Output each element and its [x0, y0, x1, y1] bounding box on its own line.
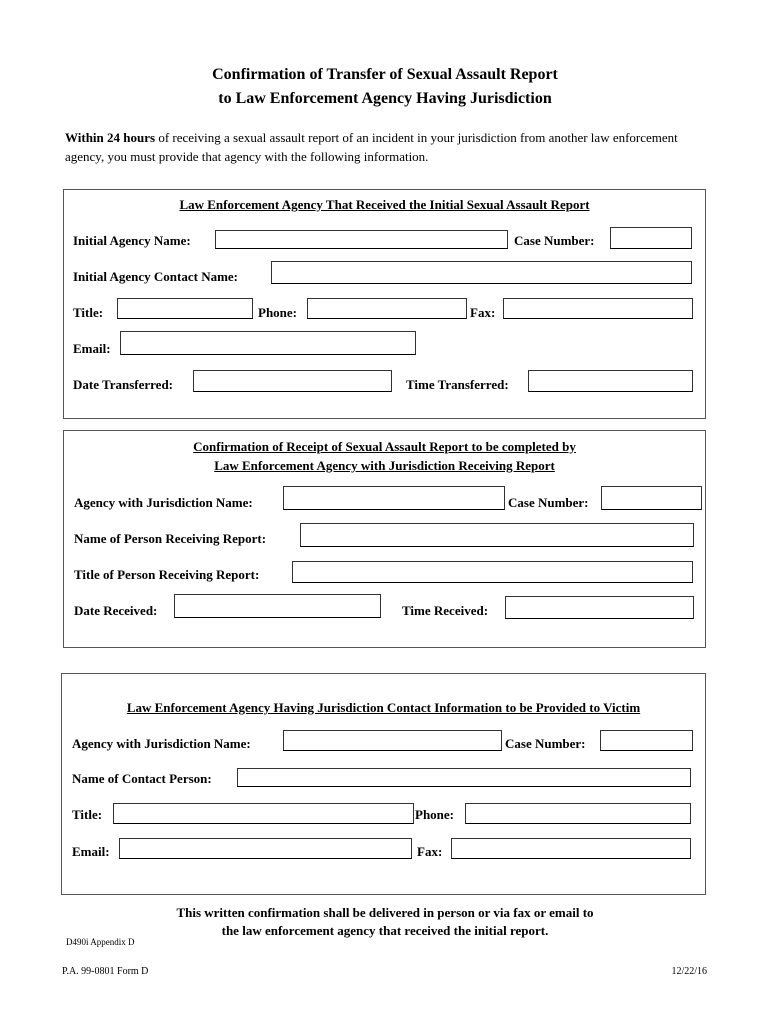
victim-contact-section	[61, 673, 706, 895]
victim-case-number-field[interactable]	[600, 730, 693, 751]
page-title-line1: Confirmation of Transfer of Sexual Assault Report	[212, 66, 558, 83]
victim-agency-name-field[interactable]	[283, 730, 502, 751]
victim-phone-field[interactable]	[465, 803, 691, 824]
case-number-label: Case Number:	[514, 233, 595, 248]
initial-agency-section	[63, 189, 706, 419]
title-field[interactable]	[117, 298, 253, 319]
victim-fax-label: Fax:	[417, 844, 443, 859]
person-receiving-title-field[interactable]	[292, 561, 693, 583]
receipt-case-number-label: Case Number:	[508, 495, 589, 510]
section3-title: Law Enforcement Agency Having Jurisdiction Contact Information to be Provided to Victim	[126, 700, 641, 715]
title-label: Title:	[73, 305, 104, 320]
date-received-label: Date Received:	[74, 603, 158, 618]
email-field[interactable]	[120, 331, 416, 355]
victim-email-field[interactable]	[119, 838, 412, 859]
closing-line2: the law enforcement agency that received the initial report.	[221, 923, 549, 938]
victim-phone-label: Phone:	[415, 807, 454, 822]
victim-case-number-label: Case Number:	[505, 736, 586, 751]
person-receiving-title-label: Title of Person Receiving Report:	[74, 567, 260, 582]
person-receiving-name-field[interactable]	[300, 523, 694, 547]
contact-person-label: Name of Contact Person:	[72, 771, 212, 786]
contact-name-field[interactable]	[271, 261, 692, 284]
victim-title-label: Title:	[72, 807, 103, 822]
victim-email-label: Email:	[72, 844, 110, 859]
section2-title-line1: Confirmation of Receipt of Sexual Assault Report to be completed by	[193, 439, 576, 454]
agency-jurisdiction-name-label: Agency with Jurisdiction Name:	[74, 495, 253, 510]
email-label: Email:	[73, 341, 111, 356]
date-transferred-field[interactable]	[193, 370, 392, 392]
closing-line1: This written confirmation shall be delivered in person or via fax or email to	[176, 905, 594, 920]
fax-label: Fax:	[470, 305, 496, 320]
victim-title-field[interactable]	[113, 803, 414, 824]
contact-name-label: Initial Agency Contact Name:	[73, 269, 239, 284]
case-number-field[interactable]	[610, 227, 692, 249]
section2-title-line2: Law Enforcement Agency with Jurisdiction Receiving Report	[214, 458, 555, 473]
intro-text: of receiving a sexual assault report of an incident in your jurisdiction from another law enforcement agency, you must provide that agency with the following information.	[65, 130, 678, 164]
form-number: P.A. 99-0801 Form D	[62, 966, 149, 977]
time-received-label: Time Received:	[402, 603, 489, 618]
intro-paragraph	[65, 128, 720, 166]
time-transferred-label: Time Transferred:	[406, 377, 509, 392]
page-title-line2: to Law Enforcement Agency Having Jurisdiction	[218, 90, 552, 107]
initial-agency-name-label: Initial Agency Name:	[73, 233, 191, 248]
date-received-field[interactable]	[174, 594, 381, 618]
initial-agency-name-field[interactable]	[215, 230, 508, 249]
receipt-confirmation-section	[63, 430, 706, 648]
section1-title: Law Enforcement Agency That Received the Initial Sexual Assault Report	[179, 197, 590, 212]
intro-bold-lead: Within 24 hours	[65, 130, 156, 145]
receipt-case-number-field[interactable]	[601, 486, 702, 510]
form-date: 12/22/16	[671, 966, 707, 977]
victim-fax-field[interactable]	[451, 838, 691, 859]
date-transferred-label: Date Transferred:	[73, 377, 174, 392]
time-transferred-field[interactable]	[528, 370, 693, 392]
fax-field[interactable]	[503, 298, 693, 319]
time-received-field[interactable]	[505, 596, 694, 619]
phone-label: Phone:	[258, 305, 297, 320]
phone-field[interactable]	[307, 298, 467, 319]
agency-jurisdiction-name-field[interactable]	[283, 486, 505, 510]
appendix-label: D490i Appendix D	[66, 937, 135, 947]
victim-agency-name-label: Agency with Jurisdiction Name:	[72, 736, 251, 751]
contact-person-field[interactable]	[237, 768, 691, 787]
person-receiving-name-label: Name of Person Receiving Report:	[74, 531, 267, 546]
